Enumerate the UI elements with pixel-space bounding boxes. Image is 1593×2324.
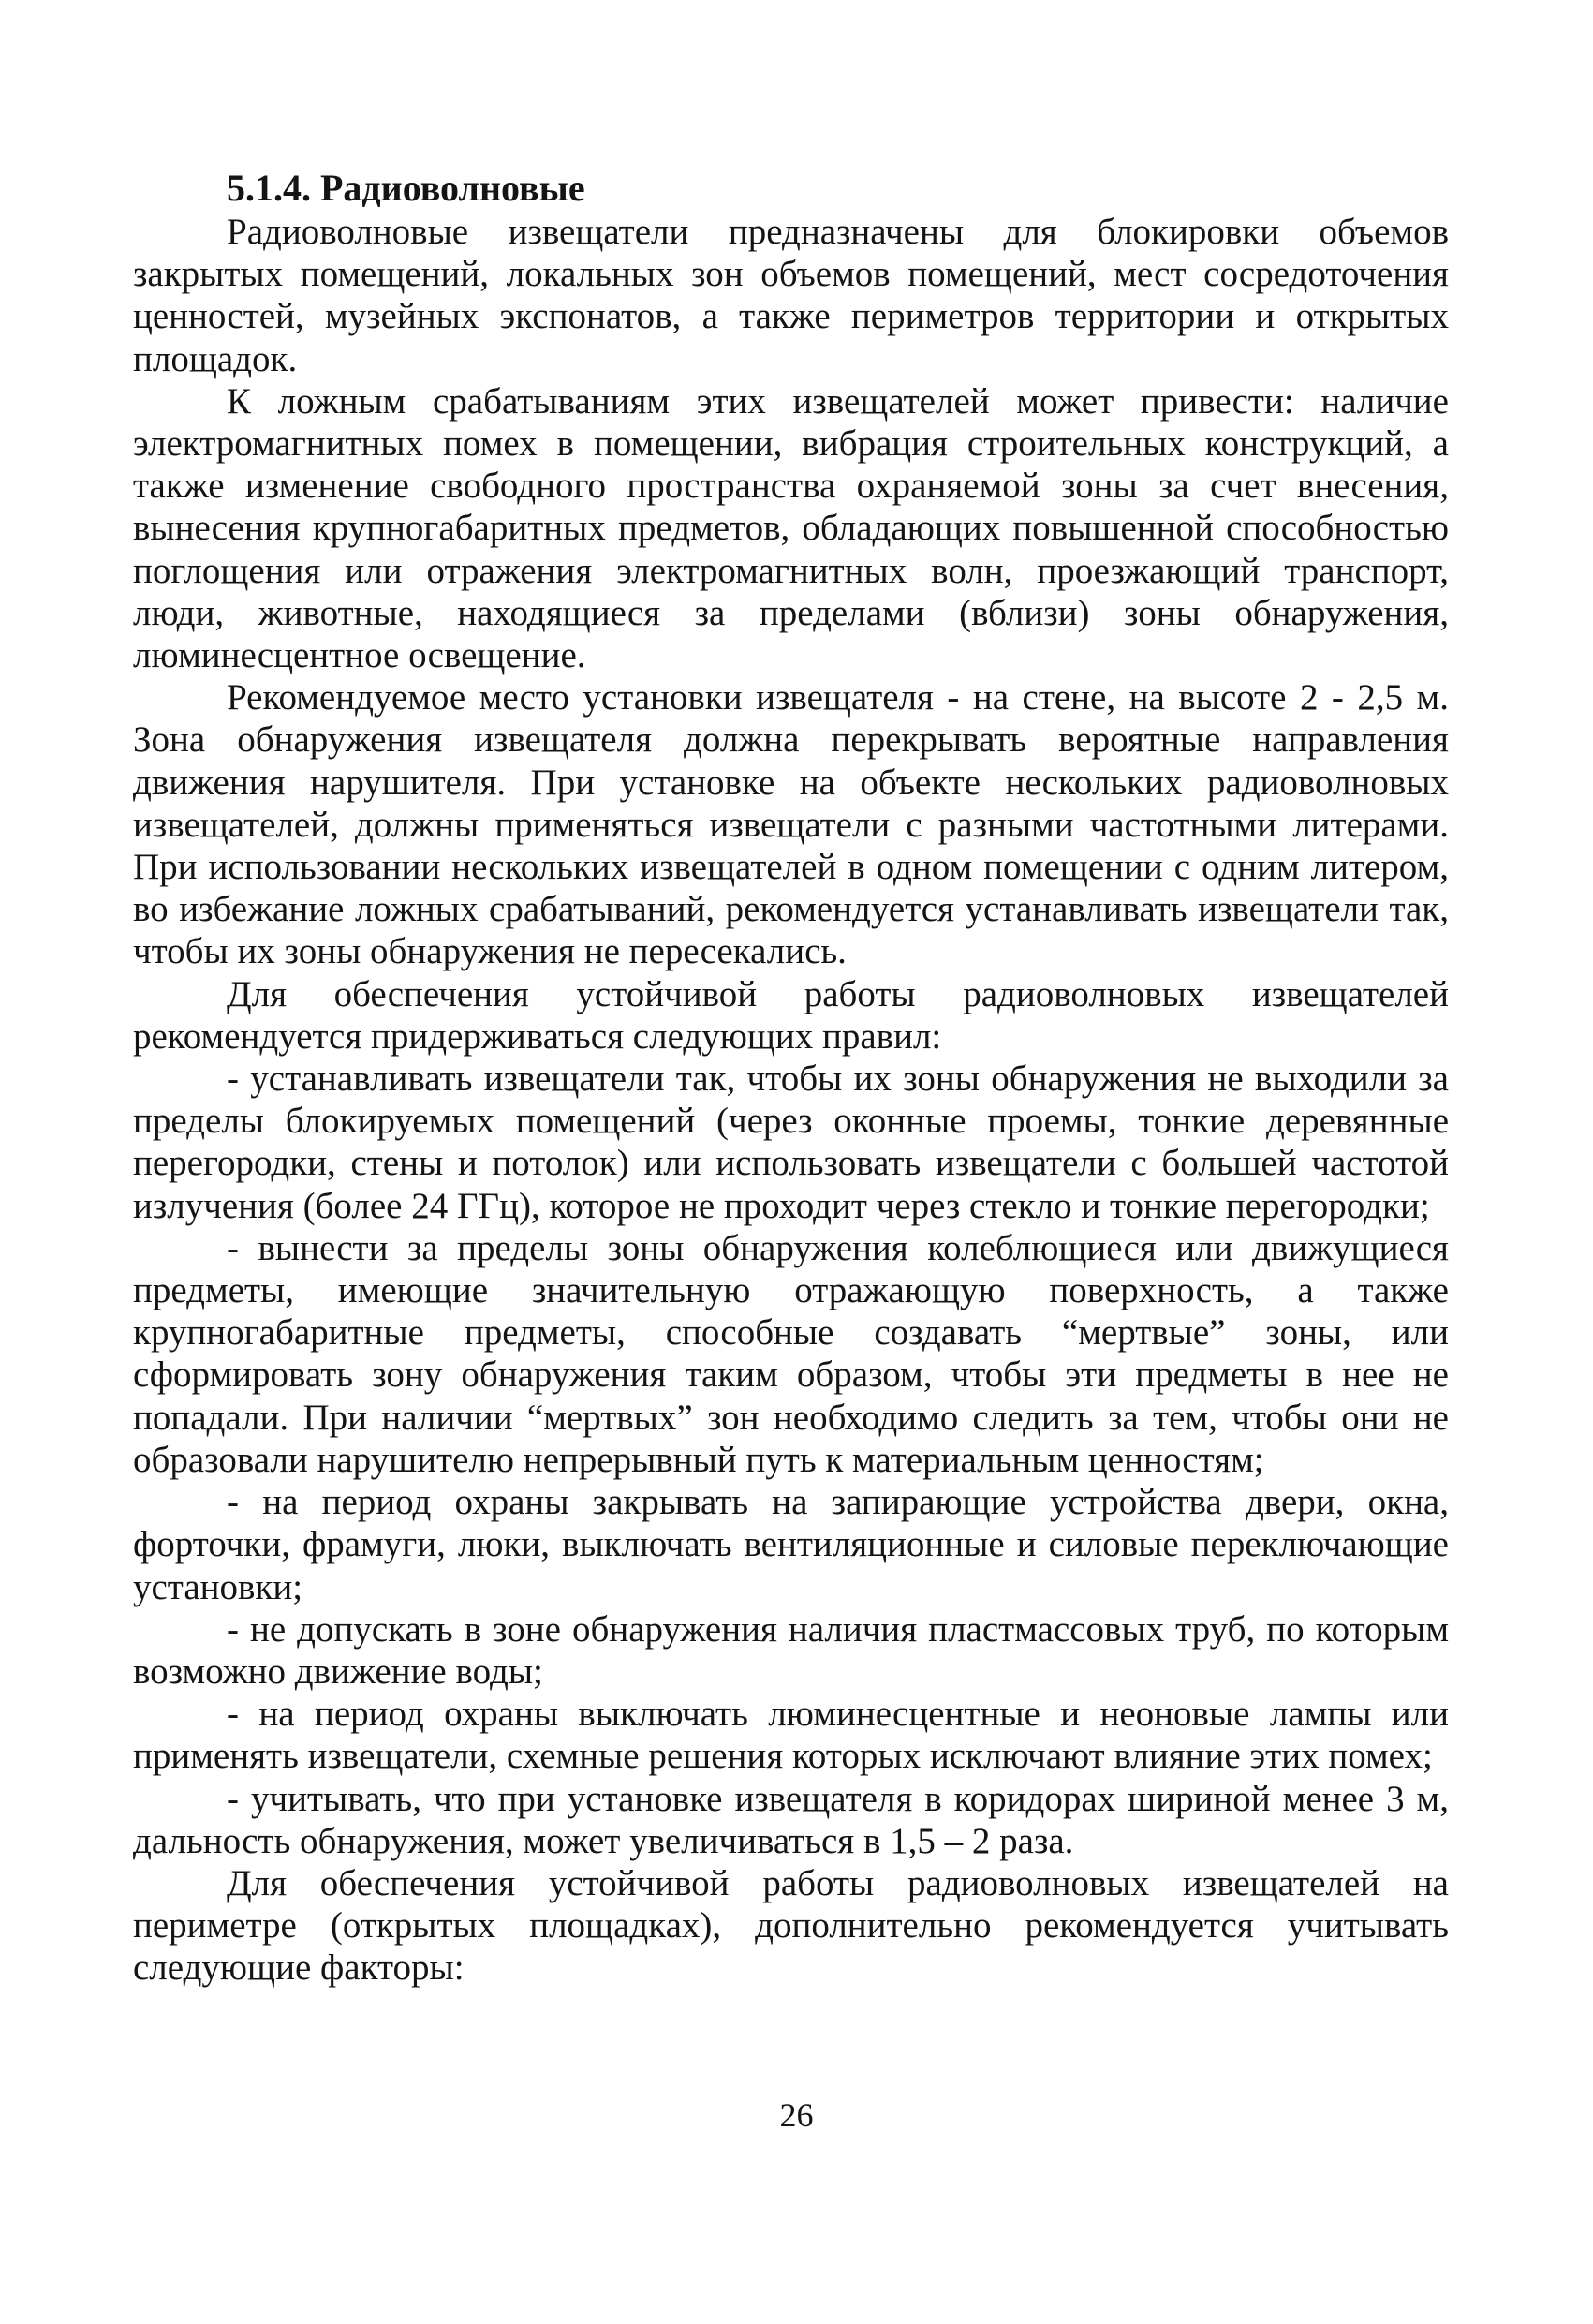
paragraph-false-alarms: К ложным срабатываниям этих извещателей может привести: наличие электромагнитных помех в помещении, вибрация строительных конструкций, а также изменение свободного пространства охраняемой зоны за счет внесения, вынесения крупногабаритных предметов, обладающих повышенной способностью поглощения или отражения электромагнитных волн, проезжающий транспорт, люди, животные, находящиеся за пределами (вблизи) зоны обнаружения, люминесцентное освещение. <box>133 380 1449 676</box>
page-number: 26 <box>779 2096 814 2134</box>
paragraph-purpose: Радиоволновые извещатели предназначены для блокировки объемов закрытых помещений, локальных зон объемов помещений, мест сосредоточения ценностей, музейных экспонатов, а также периметров территории и открытых площадок. <box>133 212 1449 379</box>
rule-item-moving-objects: - вынести за пределы зоны обнаружения колеблющиеся или движущиеся предметы, имеющие значительную отражающую поверхность, а также крупногабаритные предметы, способные создавать “мертвые” зоны, или сформировать зону обнаружения таким образом, чтобы эти предметы в нее не попадали. При наличии “мертвых” зон необходимо следить за тем, чтобы они не образовали нарушителю непрерывный путь к материальным ценностям; <box>133 1227 1449 1480</box>
rule-item-fluorescent-lamps: - на период охраны выключать люминесцентные и неоновые лампы или применять извещатели, схемные решения которых исключают влияние этих помех; <box>133 1694 1449 1777</box>
section-heading: 5.1.4. Радиоволновые <box>227 167 585 209</box>
paragraph-perimeter: Для обеспечения устойчивой работы радиоволновых извещателей на периметре (открытых площадках), дополнительно рекомендуется учитывать следующие факторы: <box>133 1862 1449 1989</box>
paragraph-installation: Рекомендуемое место установки извещателя - на стене, на высоте 2 - 2,5 м. Зона обнаружения извещателя должна перекрывать вероятные направления движения нарушителя. При установке на объекте нескольких радиоволновых извещателей, должны применяться извещатели с разными частотными литерами. При использовании нескольких извещателей в одном помещении с одним литером, во избежание ложных срабатываний, рекомендуется устанавливать извещатели так, чтобы их зоны обнаружения не пересекались. <box>133 677 1449 972</box>
rule-item-zones: - устанавливать извещатели так, чтобы их зоны обнаружения не выходили за пределы блокируемых помещений (через оконные проемы, тонкие деревянные перегородки, стены и потолок) или использовать извещатели с большей частотой излучения (более 24 ГГц), которое не проходит через стекло и тонкие перегородки; <box>133 1058 1449 1226</box>
rule-item-corridors: - учитывать, что при установке извещателя в коридорах шириной менее 3 м, дальность обнаружения, может увеличиваться в 1,5 – 2 раза. <box>133 1778 1449 1861</box>
paragraph-rules-intro: Для обеспечения устойчивой работы радиоволновых извещателей рекомендуется придерживаться следующих правил: <box>133 973 1449 1057</box>
rule-item-plastic-pipes: - не допускать в зоне обнаружения наличия пластмассовых труб, по которым возможно движение воды; <box>133 1608 1449 1692</box>
page-content <box>133 167 1449 1990</box>
rule-item-close-openings: - на период охраны закрывать на запирающие устройства двери, окна, форточки, фрамуги, люки, выключать вентиляционные и силовые переключающие установки; <box>133 1482 1449 1607</box>
